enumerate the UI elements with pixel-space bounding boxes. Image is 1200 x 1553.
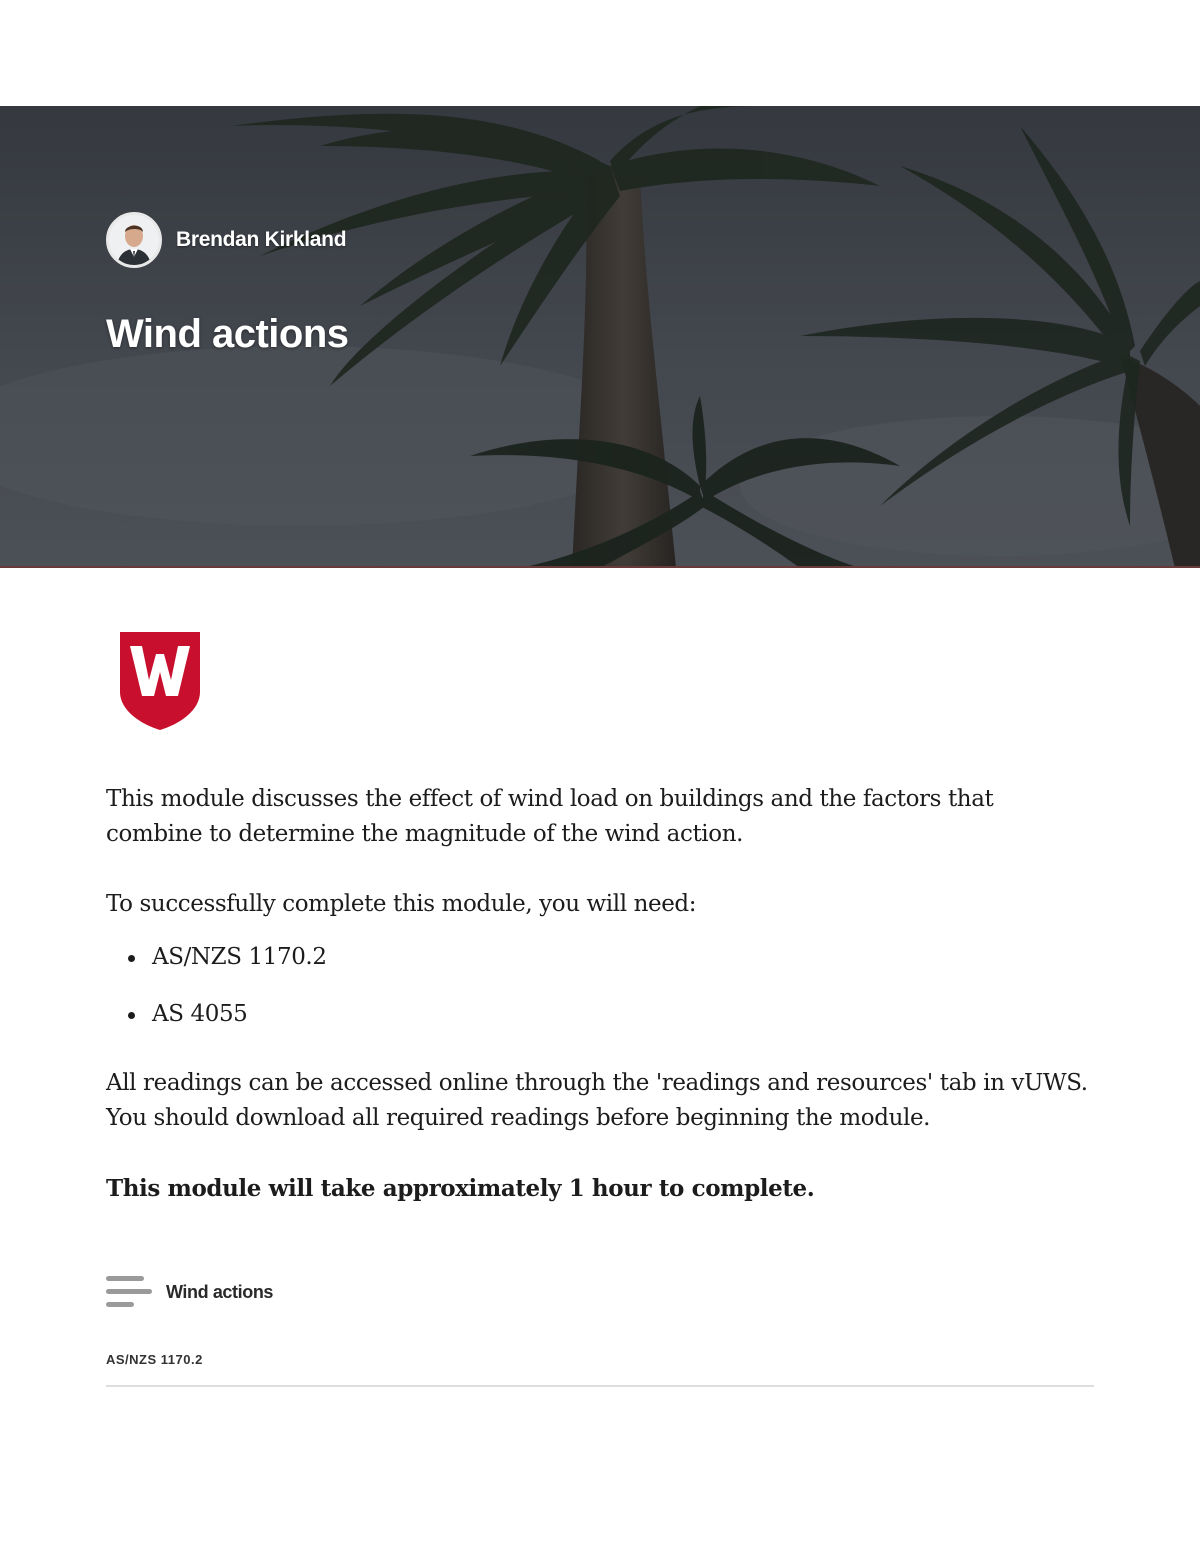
list-item: AS 4055 — [106, 997, 1096, 1032]
list-item: AS/NZS 1170.2 — [106, 940, 1096, 975]
footer-standard-label: AS/NZS 1170.2 — [106, 1352, 203, 1367]
author-byline — [106, 212, 346, 268]
author-name: Brendan Kirkland — [176, 228, 347, 251]
divider — [106, 1385, 1094, 1387]
university-shield-logo — [118, 630, 202, 732]
readings-paragraph: All readings can be accessed online through the 'readings and resources' tab in vUWS. You should download all required readings before beginning the module. — [106, 1070, 1088, 1131]
author-avatar — [106, 212, 162, 268]
lesson-label: Wind actions — [166, 1281, 274, 1302]
requirements-heading: To successfully complete this module, you will need: — [106, 891, 697, 917]
module-description — [106, 782, 1096, 1241]
page-title: Wind actions — [106, 312, 349, 356]
requirements-list — [106, 940, 1096, 1032]
intro-paragraph: This module discusses the effect of wind load on buildings and the factors that combine to determine the magnitude of the wind action. — [106, 786, 994, 847]
person-avatar-icon — [109, 215, 159, 265]
lesson-link-wind-actions[interactable] — [106, 1274, 273, 1310]
duration-paragraph: This module will take approximately 1 hour to complete. — [106, 1175, 815, 1202]
lines-icon — [106, 1275, 152, 1309]
